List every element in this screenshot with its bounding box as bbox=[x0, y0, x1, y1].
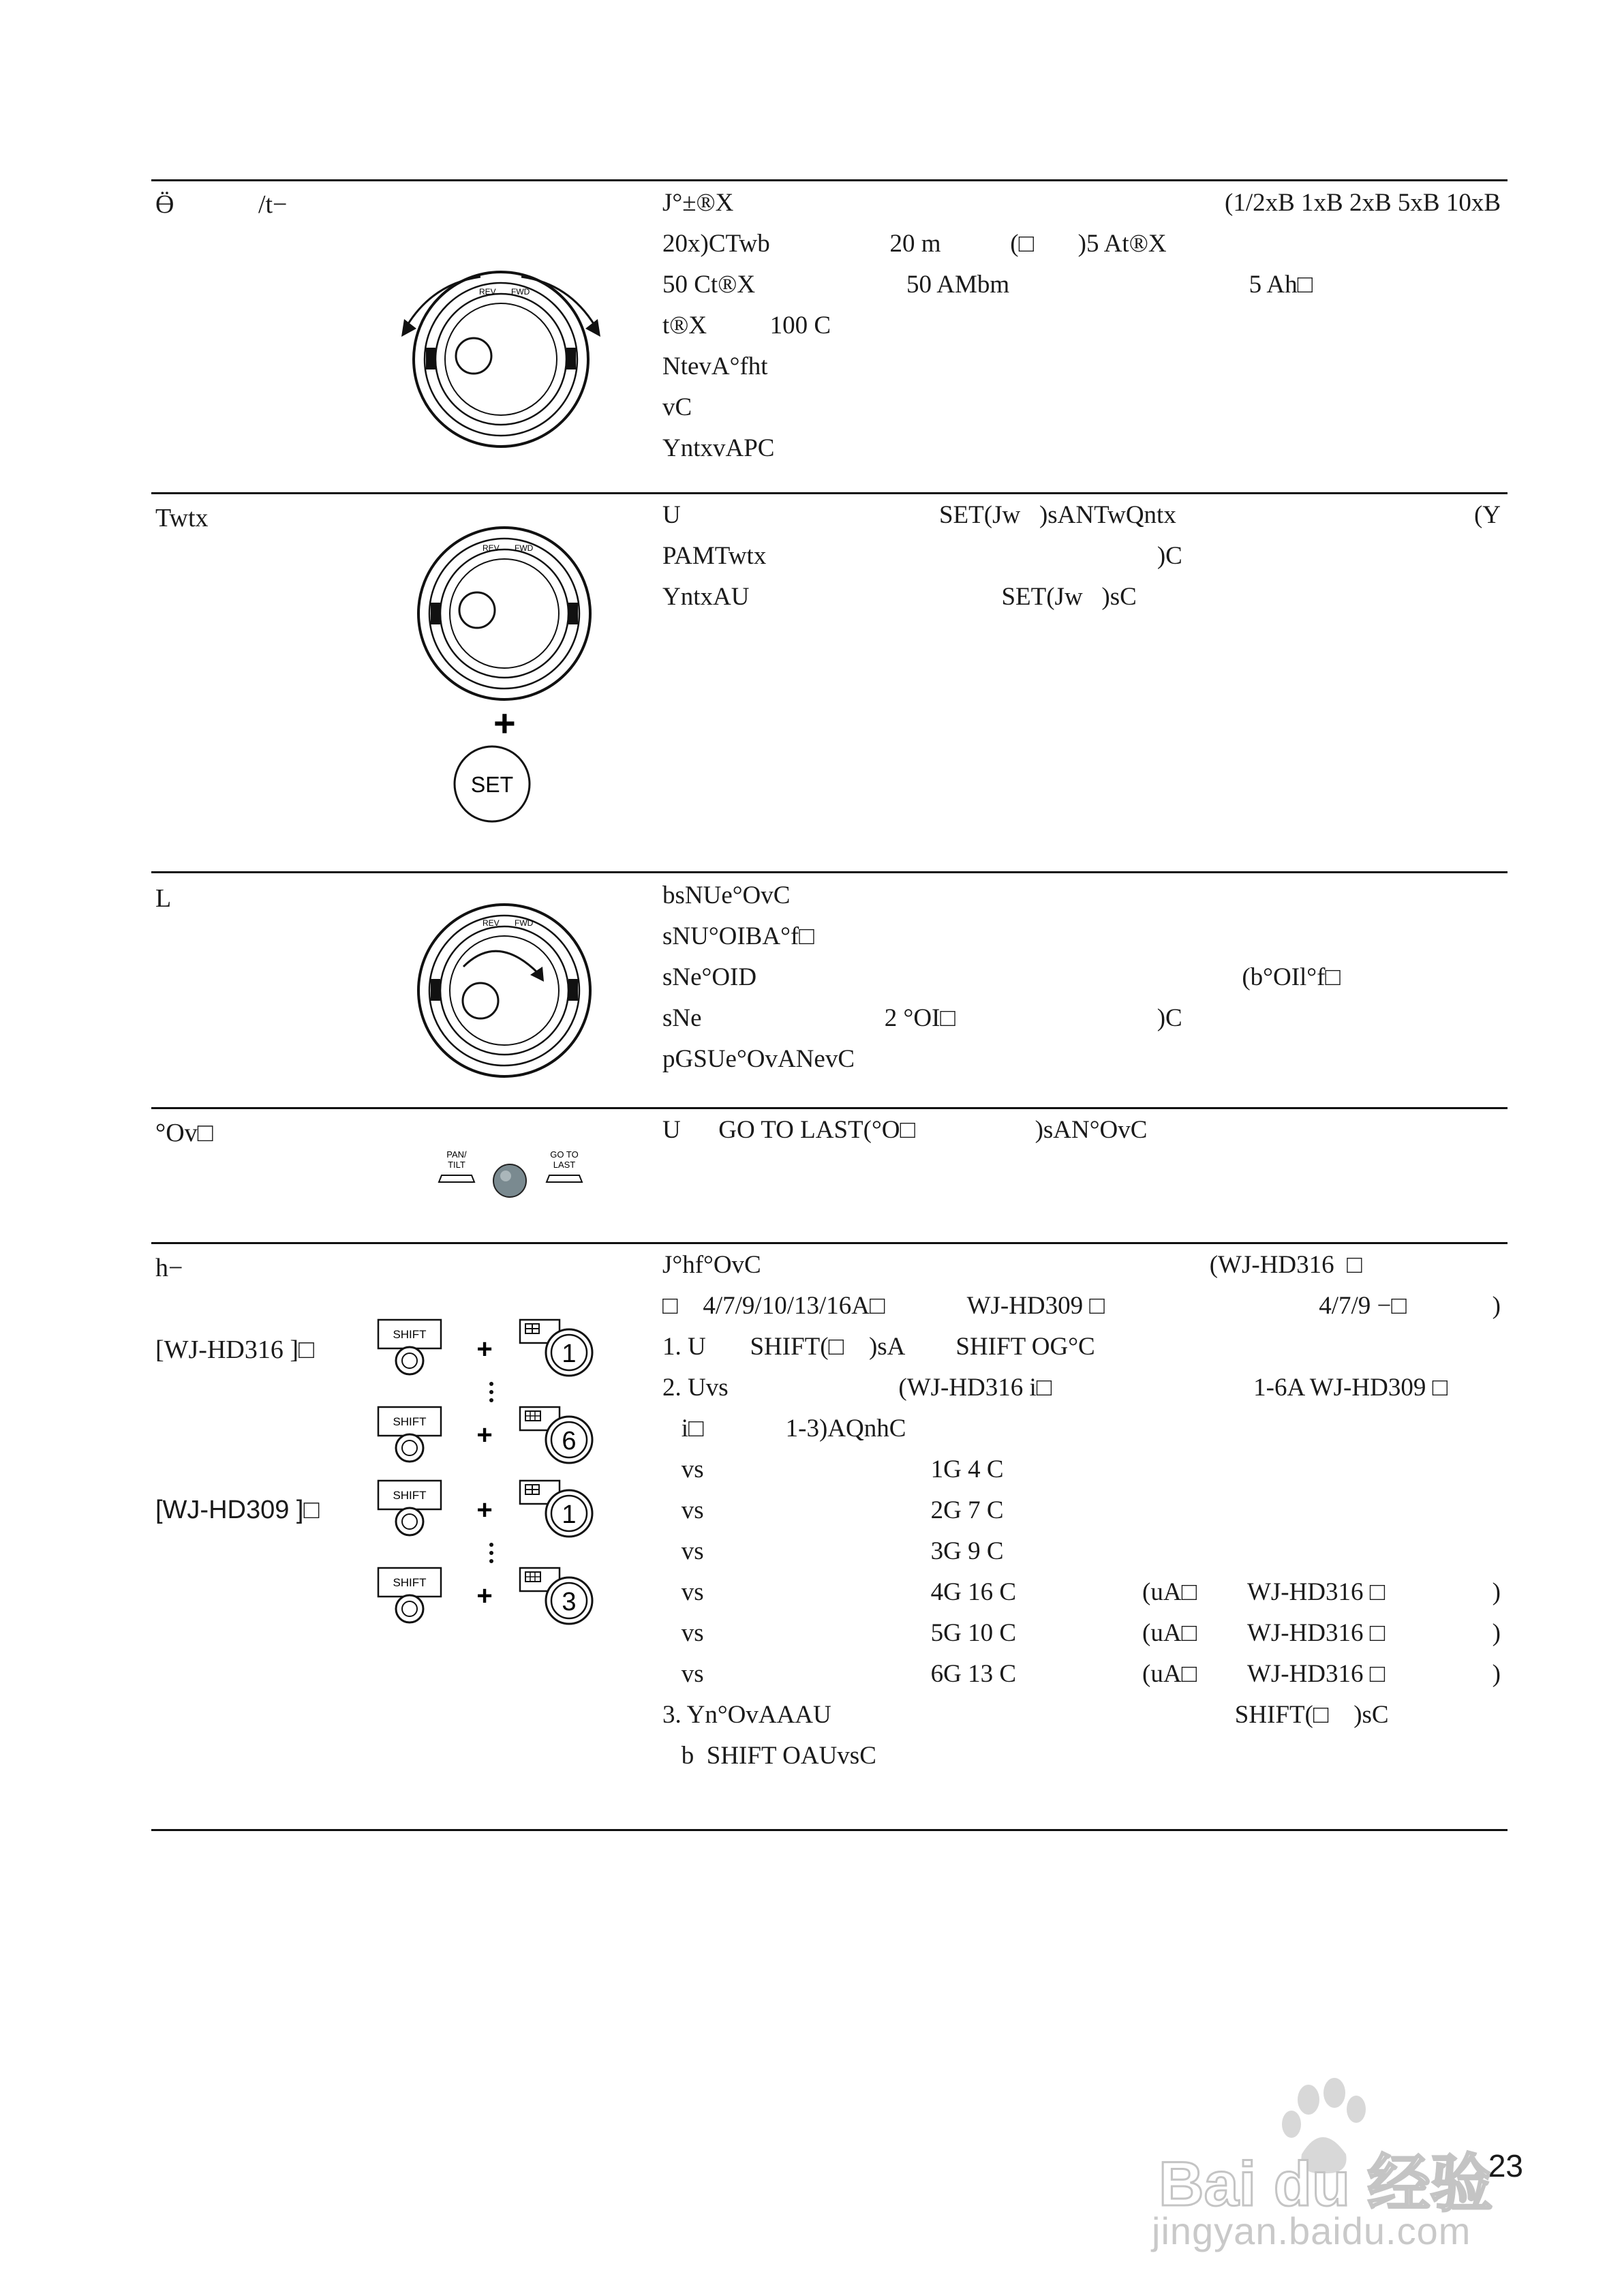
jog-dial-outer-ring bbox=[418, 528, 590, 699]
desc-line: vs 4G 16 C (uA□ WJ-HD316 □ bbox=[662, 1578, 1386, 1606]
plus-sign: + bbox=[476, 1495, 493, 1525]
jog-set-figure bbox=[409, 525, 600, 839]
desc-line: bsNUe°OvC bbox=[662, 881, 791, 909]
shift-key-label: SHIFT bbox=[393, 1576, 427, 1589]
pan-tilt-label: PAN/ bbox=[446, 1149, 467, 1160]
desc-line: pGSUe°OvANevC bbox=[662, 1045, 855, 1073]
shift-key-button-inner bbox=[402, 1601, 417, 1616]
desc-line: NtevA°fht bbox=[662, 352, 768, 380]
desc-line: vs 1G 4 C bbox=[662, 1455, 1004, 1483]
row-label: L bbox=[155, 884, 172, 913]
plus-sign: + bbox=[476, 1334, 493, 1364]
row-description bbox=[662, 183, 1508, 469]
desc-line: 20x)CTwb 20 m (□ )5 At®X bbox=[662, 230, 1167, 258]
row-label: °Ov□ bbox=[155, 1119, 213, 1147]
desc-line: J°±®X bbox=[662, 189, 734, 217]
desc-line: vs 2G 7 C bbox=[662, 1496, 1004, 1524]
number-key-label: 1 bbox=[562, 1500, 577, 1529]
jog-dial-left-mark bbox=[431, 603, 440, 624]
jog-label-rev: REV bbox=[483, 543, 500, 553]
desc-line-right: (WJ-HD316 □ bbox=[1209, 1251, 1501, 1279]
jog-dial-left-mark bbox=[431, 979, 440, 1001]
plus-sign: + bbox=[493, 701, 516, 744]
jog-dial-ring bbox=[429, 539, 579, 689]
goto-last-button bbox=[547, 1175, 582, 1182]
jog-label-rev: REV bbox=[479, 287, 496, 297]
ellipsis-dot bbox=[489, 1543, 493, 1547]
shift-key-label: SHIFT bbox=[393, 1489, 427, 1502]
desc-line-right: ) bbox=[1492, 1292, 1501, 1320]
jog-dial-right-mark bbox=[568, 979, 578, 1001]
page-number: 23 bbox=[1488, 2148, 1523, 2184]
jog-label-rev: REV bbox=[483, 918, 500, 928]
desc-line: 2. Uvs (WJ-HD316 i□ 1-6A WJ-HD309 □ bbox=[662, 1374, 1448, 1402]
table-rule bbox=[151, 1107, 1508, 1109]
desc-line: □ 4/7/9/10/13/16A□ WJ-HD309 □ 4/7/9 −□ bbox=[662, 1292, 1407, 1320]
row-description bbox=[662, 875, 1508, 1080]
desc-line: sNe 2 °OI□ )C bbox=[662, 1004, 1182, 1032]
goto-last-label: LAST bbox=[553, 1160, 576, 1170]
jog-dial-ring bbox=[425, 283, 577, 436]
desc-line: U GO TO LAST(°O□ )sAN°OvC bbox=[662, 1116, 1148, 1144]
desc-line: vs 5G 10 C (uA□ WJ-HD316 □ bbox=[662, 1619, 1386, 1647]
jog-label-fwd: FWD bbox=[511, 287, 530, 297]
desc-line: YntxvAPC bbox=[662, 434, 775, 462]
desc-line: sNU°OIBA°f□ bbox=[662, 922, 814, 950]
jog-dial-figure bbox=[399, 260, 603, 451]
shuttle-knob bbox=[456, 338, 491, 374]
ellipsis-dot bbox=[489, 1551, 493, 1555]
watermark-url: jingyan.baidu.com bbox=[1152, 2209, 1471, 2252]
jog-dial-outer-ring bbox=[418, 905, 590, 1076]
number-key-label: 1 bbox=[562, 1340, 577, 1368]
shift-key-figure-hd316 bbox=[371, 1316, 603, 1479]
shuttle-knob bbox=[463, 983, 498, 1018]
shuttle-knob bbox=[459, 592, 495, 628]
shift-key-button-inner bbox=[402, 1514, 417, 1529]
desc-line: 1. U SHIFT(□ )sA SHIFT OG°C bbox=[662, 1333, 1095, 1361]
desc-line: vC bbox=[662, 393, 692, 421]
desc-line-right: (Y bbox=[1473, 501, 1501, 529]
shift-key-label: SHIFT bbox=[393, 1415, 427, 1428]
desc-line: b SHIFT OAUvsC bbox=[662, 1742, 876, 1770]
desc-line: 50 Ct®X 50 AMbm 5 Ah□ bbox=[662, 271, 1313, 299]
jog-inner-figure bbox=[409, 898, 600, 1083]
desc-line: sNe°OID (b°OIl°f□ bbox=[662, 963, 1341, 991]
watermark-logo-text: Bai du 经验 bbox=[1159, 2149, 1493, 2219]
desc-line: PAMTwtx )C bbox=[662, 542, 1182, 570]
table-rule bbox=[151, 492, 1508, 494]
shift-key-button-inner bbox=[402, 1440, 417, 1455]
jog-dial-ring bbox=[429, 916, 579, 1066]
ellipsis-dot bbox=[489, 1398, 493, 1402]
desc-line-right: ) bbox=[1492, 1660, 1501, 1688]
row-label: Ӫ /t− bbox=[155, 190, 288, 219]
ellipsis-dot bbox=[489, 1382, 493, 1386]
goto-last-led bbox=[493, 1164, 526, 1197]
jog-dial-ring bbox=[440, 926, 568, 1055]
goto-last-figure bbox=[436, 1145, 593, 1213]
jog-label-fwd: FWD bbox=[515, 918, 534, 928]
row-label: Twtx bbox=[155, 504, 209, 532]
desc-line: U SET(Jw )sANTwQntx bbox=[662, 501, 1176, 529]
shift-key-label: SHIFT bbox=[393, 1328, 427, 1341]
desc-line: t®X 100 C bbox=[662, 312, 831, 339]
row-label: h− bbox=[155, 1254, 183, 1282]
desc-line-right: ) bbox=[1492, 1578, 1501, 1606]
table-rule bbox=[151, 179, 1508, 181]
number-key-label: 6 bbox=[562, 1427, 577, 1455]
pan-tilt-button bbox=[439, 1175, 474, 1182]
pan-tilt-label: TILT bbox=[448, 1160, 465, 1170]
jog-dial-ring bbox=[435, 294, 566, 425]
table-rule bbox=[151, 1242, 1508, 1244]
jog-dial-right-mark bbox=[566, 348, 576, 369]
desc-line: YntxAU SET(Jw )sC bbox=[662, 583, 1137, 611]
jog-dial-left-mark bbox=[426, 348, 435, 369]
plus-sign: + bbox=[476, 1420, 493, 1450]
desc-line: vs 6G 13 C (uA□ WJ-HD316 □ bbox=[662, 1660, 1386, 1688]
jog-dial-right-mark bbox=[568, 603, 578, 624]
shift-key-figure-hd309 bbox=[371, 1477, 603, 1640]
jog-label-fwd: FWD bbox=[515, 543, 534, 553]
row-description bbox=[662, 1245, 1508, 1790]
table-rule bbox=[151, 871, 1508, 873]
desc-line: i□ 1-3)AQnhC bbox=[662, 1415, 906, 1442]
desc-line: J°hf°OvC bbox=[662, 1251, 761, 1279]
goto-last-led-highlight bbox=[500, 1170, 511, 1181]
row-description bbox=[662, 1110, 1508, 1151]
ellipsis-dot bbox=[489, 1559, 493, 1563]
desc-line: 3. Yn°OvAAAU SHIFT(□ )sC bbox=[662, 1701, 1389, 1729]
rotate-inner-arrow bbox=[463, 951, 538, 973]
number-key-label: 3 bbox=[562, 1588, 577, 1616]
desc-line-right: ) bbox=[1492, 1619, 1501, 1647]
baidu-jingyan-watermark bbox=[1152, 2072, 1540, 2229]
set-button-label: SET bbox=[470, 772, 514, 797]
row-description bbox=[662, 495, 1508, 631]
desc-line-right: (1/2xB 1xB 2xB 5xB 10xB bbox=[1225, 189, 1501, 217]
goto-last-label: GO TO bbox=[550, 1149, 579, 1160]
desc-line: vs 3G 9 C bbox=[662, 1537, 1004, 1565]
shift-key-button-inner bbox=[402, 1353, 417, 1368]
model-label-hd309: [WJ-HD309 ]□ bbox=[155, 1496, 320, 1524]
jog-dial-outer-ring bbox=[414, 272, 588, 447]
ellipsis-dot bbox=[489, 1390, 493, 1394]
table-rule bbox=[151, 1829, 1508, 1831]
model-label-hd316: [WJ-HD316 ]□ bbox=[155, 1335, 314, 1364]
plus-sign: + bbox=[476, 1581, 493, 1611]
